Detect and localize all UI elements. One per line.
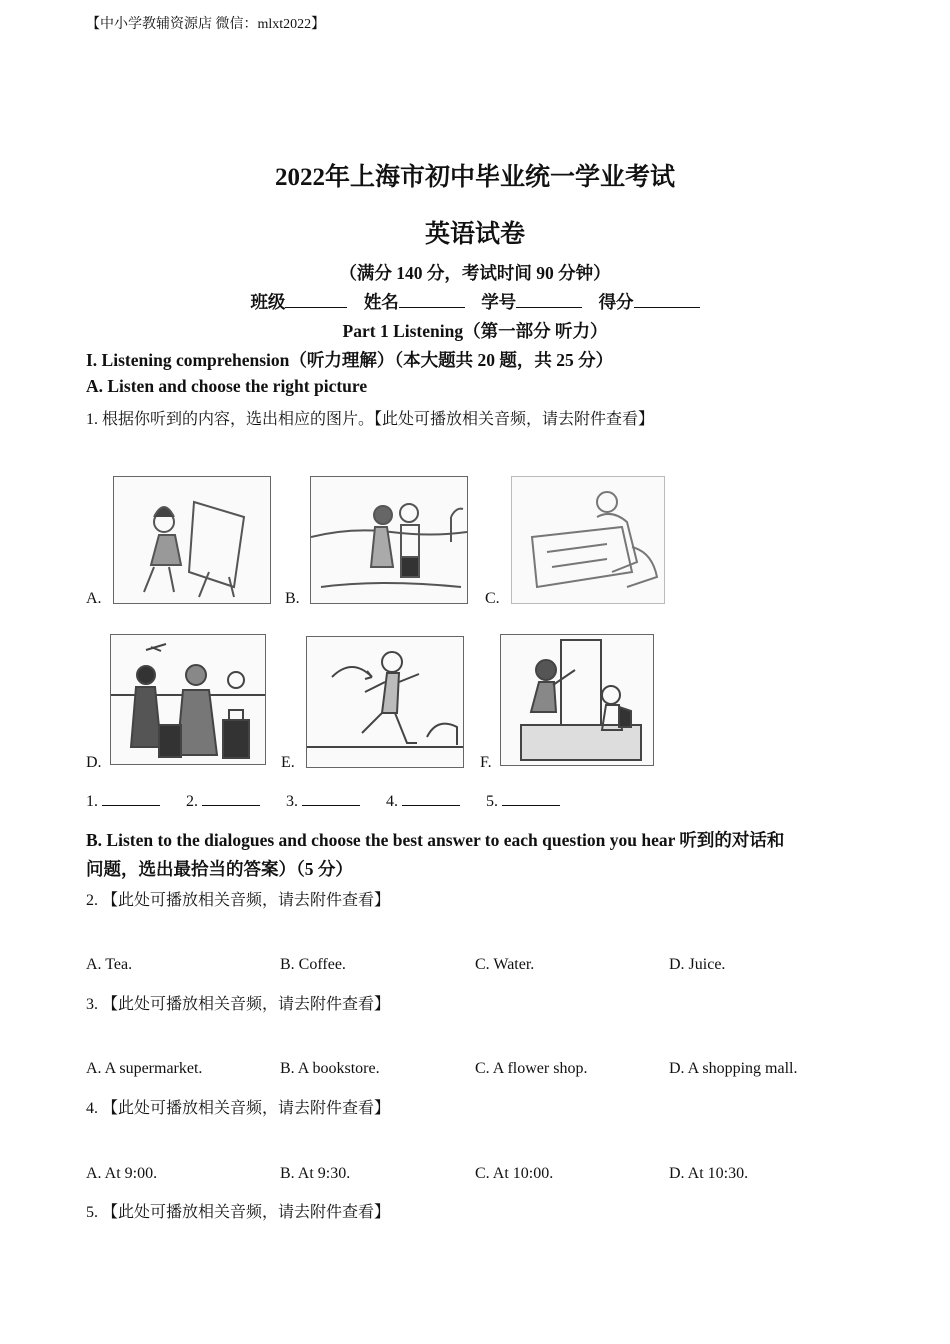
picture-label-b: B. — [285, 590, 300, 607]
q4-option-b[interactable]: B. At 9:30. — [280, 1165, 351, 1182]
exam-info: （满分 140 分，考试时间 90 分钟） — [339, 263, 611, 283]
question-number: 5. — [86, 1204, 98, 1221]
exam-title: 2022年上海市初中毕业统一学业考试 — [274, 164, 675, 191]
answer-slot-number: 2. — [186, 793, 198, 810]
q3-option-c[interactable]: C. A flower shop. — [475, 1060, 588, 1077]
section1-heading: I. Listening comprehension（听力理解）（本大题共 20 题，共 25 分） — [86, 350, 614, 370]
sectionA-instruction: 1. 根据你听到的内容，选出相应的图片。【此处可播放相关音频，请去附件查看】 — [86, 411, 655, 428]
answer-slots — [86, 793, 582, 811]
audio-prompt[interactable]: 【此处可播放相关音频，请去附件查看】 — [102, 1204, 391, 1221]
q3-option-d[interactable]: D. A shopping mall. — [669, 1060, 798, 1077]
question-3 — [86, 991, 390, 1014]
answer-slot-2[interactable] — [186, 793, 282, 811]
picture-label-c: C. — [485, 590, 500, 607]
student-id-field[interactable] — [481, 289, 582, 314]
score-label: 得分 — [598, 292, 634, 312]
audio-prompt[interactable]: 【此处可播放相关音频，请去附件查看】 — [102, 996, 391, 1013]
picture-label-a: A. — [86, 590, 102, 607]
q4-option-c[interactable]: C. At 10:00. — [475, 1165, 554, 1182]
q3-option-a[interactable]: A. A supermarket. — [86, 1060, 203, 1077]
girl-painting-image — [113, 476, 271, 604]
score-field[interactable] — [599, 289, 700, 314]
audio-prompt[interactable]: 【此处可播放相关音频，请去附件查看】 — [102, 892, 391, 909]
boy-running-image — [306, 636, 464, 768]
q3-option-b[interactable]: B. A bookstore. — [280, 1060, 380, 1077]
q2-option-a[interactable]: A. Tea. — [86, 956, 133, 973]
part-heading: Part 1 Listening（第一部分 听力） — [342, 321, 608, 341]
name-label: 姓名 — [363, 292, 399, 312]
answer-slot-number: 3. — [286, 793, 298, 810]
q4-option-a[interactable]: A. At 9:00. — [86, 1165, 158, 1182]
question-2 — [86, 887, 390, 910]
picture-label-f: F. — [480, 754, 492, 771]
q4-option-d[interactable]: D. At 10:30. — [669, 1165, 749, 1182]
sectionB-heading-line2: 问题，选出最拾当的答案）（5 分） — [86, 859, 353, 879]
student-fields — [0, 289, 950, 314]
answer-slot-4[interactable] — [386, 793, 482, 811]
answer-slot-3[interactable] — [286, 793, 382, 811]
student-id-label: 学号 — [481, 292, 517, 312]
boy-climbing-image — [500, 634, 654, 766]
audio-prompt[interactable]: 【此处可播放相关音频，请去附件查看】 — [102, 1100, 391, 1117]
man-reading-image — [511, 476, 665, 604]
question-4 — [86, 1095, 390, 1118]
picture-label-e: E. — [281, 754, 295, 771]
question-number: 3. — [86, 996, 98, 1013]
sectionA-heading: A. Listen and choose the right picture — [86, 376, 368, 396]
travelers-luggage-image — [110, 634, 266, 765]
q2-option-b[interactable]: B. Coffee. — [280, 956, 346, 973]
name-field[interactable] — [364, 289, 465, 314]
class-label: 班级 — [250, 292, 286, 312]
answer-slot-1[interactable] — [86, 793, 182, 811]
q2-option-c[interactable]: C. Water. — [475, 956, 535, 973]
question-number: 2. — [86, 892, 98, 909]
class-field[interactable] — [250, 289, 347, 314]
question-number: 4. — [86, 1100, 98, 1117]
question-5 — [86, 1199, 390, 1222]
q2-option-d[interactable]: D. Juice. — [669, 956, 726, 973]
answer-slot-number: 4. — [386, 793, 398, 810]
header-note: 【中小学教辅资源店 微信：mlxt2022】 — [86, 17, 326, 32]
answer-slot-number: 1. — [86, 793, 98, 810]
children-walking-beach-image — [310, 476, 468, 604]
picture-label-d: D. — [86, 754, 102, 771]
answer-slot-5[interactable] — [486, 793, 582, 811]
answer-slot-number: 5. — [486, 793, 498, 810]
sectionB-heading-line1: B. Listen to the dialogues and choose the best answer to each question you hear 听到的对话和 — [86, 830, 785, 850]
exam-subtitle: 英语试卷 — [424, 221, 525, 248]
